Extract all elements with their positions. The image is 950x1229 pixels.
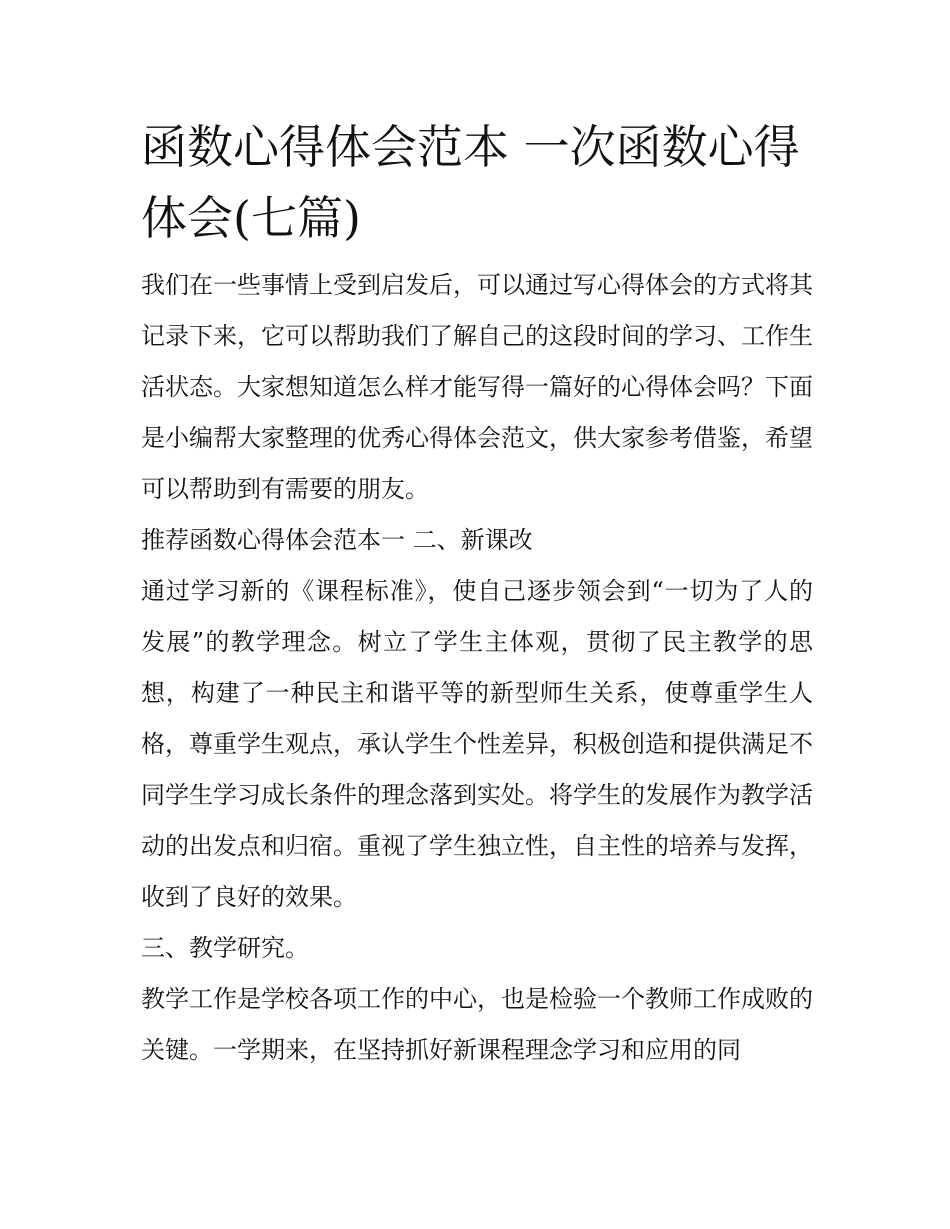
document-title: 函数心得体会范本 一次函数心得体会(七篇) — [141, 120, 800, 245]
paragraph-teaching-work: 教学工作是学校各项工作的中心，也是检验一个教师工作成败的关键。一学期来，在坚持抓好新课程理念学习和应用的同 — [141, 985, 813, 1064]
document-body — [141, 112, 813, 1076]
section-heading-1: 推荐函数心得体会范本一 二、新课改 — [141, 526, 533, 554]
paragraph-new-curriculum: 通过学习新的《课程标准》，使自己逐步领会到“一切为了人的发展”的教学理念。树立了学生主体观，贯彻了民主教学的思想，构建了一种民主和谐平等的新型师生关系，使尊重学生人格，尊重学生观点，承认学生个性差异，积极创造和提供满足不同学生学习成长条件的理念落到实处。将学生的发展作为教学活动的出发点和归宿。重视了学生独立性，自主性的培养与发挥，收到了良好的效果。 — [141, 577, 813, 911]
paragraph-intro: 我们在一些事情上受到启发后，可以通过写心得体会的方式将其记录下来，它可以帮助我们了解自己的这段时间的学习、工作生活状态。大家想知道怎么样才能写得一篇好的心得体会吗？下面是小编帮大家整理的优秀心得体会范文，供大家参考借鉴，希望可以帮助到有需要的朋友。 — [141, 271, 813, 503]
section-heading-2: 三、教学研究。 — [141, 934, 309, 962]
